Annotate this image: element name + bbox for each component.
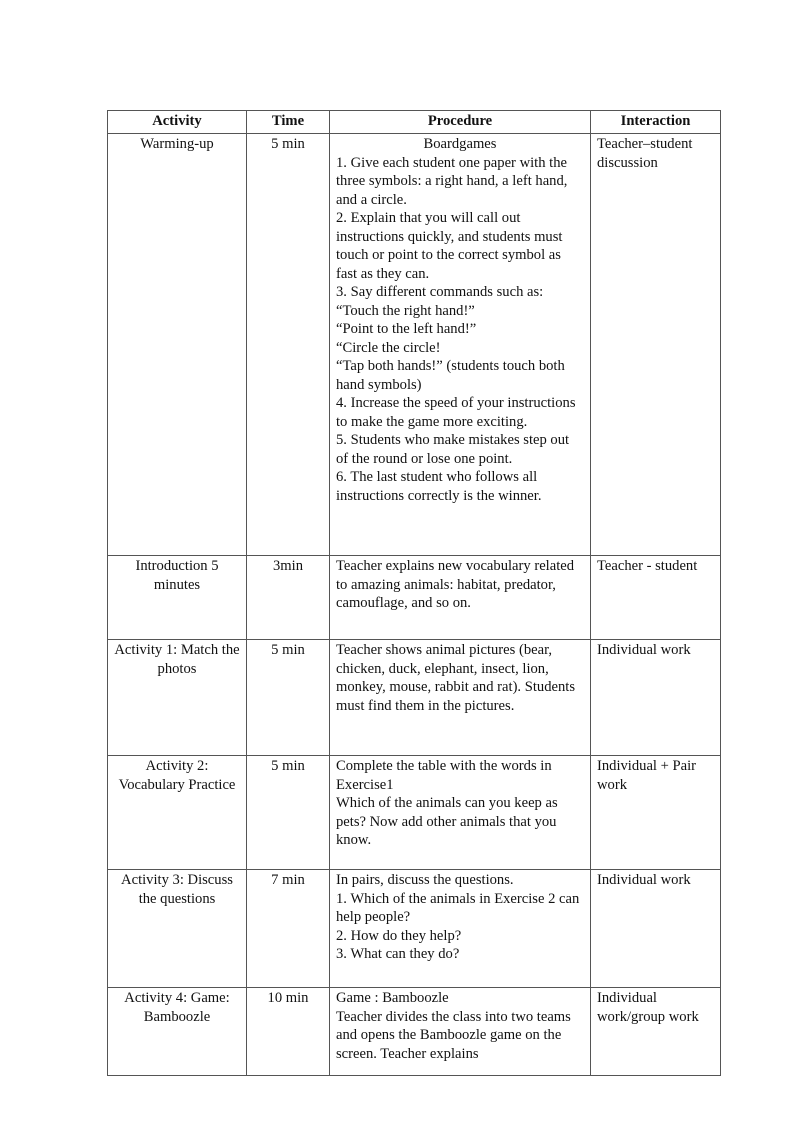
procedure-line: Teacher explains new vocabulary related to amazing animals: habitat, predator, camouflage, and so on. [336, 558, 575, 611]
procedure-line: “Point to the left hand!” [336, 321, 477, 337]
time-cell: 7 min [247, 870, 330, 988]
procedure-line: “Tap both hands!” (students touch both hand symbols) [336, 358, 565, 393]
procedure-line: Which of the animals can you keep as pets? Now add other animals that you know. [336, 795, 558, 848]
procedure-cell [330, 756, 591, 870]
table-row [108, 640, 721, 756]
table-row [108, 134, 721, 556]
procedure-line: Game : Bamboozle [336, 990, 449, 1006]
time-cell: 10 min [247, 988, 330, 1076]
activity-cell: Activity 1: Match the photos [108, 640, 247, 756]
procedure-cell [330, 556, 591, 640]
table-row [108, 870, 721, 988]
procedure-line: 3. Say different commands such as: [336, 284, 544, 300]
procedure-heading: Boardgames [423, 136, 497, 152]
procedure-line: 1. Which of the animals in Exercise 2 can help people? [336, 890, 580, 925]
activity-cell: Activity 4: Game: Bamboozle [108, 988, 247, 1076]
procedure-cell [330, 640, 591, 756]
interaction-cell: Teacher–student discussion [591, 134, 721, 556]
interaction-cell: Individual work/group work [591, 988, 721, 1076]
procedure-line: 2. Explain that you will call out instructions quickly, and students must touch or point to the correct symbol as fast as they can. [336, 210, 563, 282]
header-interaction: Interaction [591, 111, 721, 134]
header-time: Time [247, 111, 330, 134]
header-activity: Activity [108, 111, 247, 134]
table-header-row [108, 111, 721, 134]
procedure-line: In pairs, discuss the questions. [336, 872, 514, 888]
procedure-line: 6. The last student who follows all instructions correctly is the winner. [336, 469, 542, 504]
procedure-line: Teacher divides the class into two teams and opens the Bamboozle game on the screen. Teacher explains [336, 1008, 571, 1062]
interaction-cell: Individual + Pair work [591, 756, 721, 870]
activity-cell: Warming-up [108, 134, 247, 556]
table-row [108, 556, 721, 640]
time-cell: 3min [247, 556, 330, 640]
procedure-line: Complete the table with the words in Exercise1 [336, 758, 552, 793]
interaction-cell: Individual work [591, 640, 721, 756]
time-cell: 5 min [247, 134, 330, 556]
activity-cell: Activity 3: Discuss the questions [108, 870, 247, 988]
procedure-line: 5. Students who make mistakes step out of the round or lose one point. [336, 432, 570, 467]
procedure-cell [330, 134, 591, 556]
activity-cell: Activity 2: Vocabulary Practice [108, 756, 247, 870]
header-procedure: Procedure [330, 111, 591, 134]
procedure-line: 2. How do they help? [336, 927, 462, 944]
procedure-line: “Touch the right hand!” [336, 302, 475, 319]
table-row [108, 988, 721, 1076]
time-cell: 5 min [247, 756, 330, 870]
procedure-line: Teacher shows animal pictures (bear, chicken, duck, elephant, insect, lion, monkey, mouse, rabbit and rat). Students must find them in the pictures. [336, 642, 575, 714]
procedure-line: 1. Give each student one paper with the three symbols: a right hand, a left hand, and a circle. [336, 154, 568, 208]
interaction-cell: Teacher - student [591, 556, 721, 640]
time-cell: 5 min [247, 640, 330, 756]
procedure-line: “Circle the circle! [336, 339, 441, 356]
procedure-line: 3. What can they do? [336, 946, 460, 962]
procedure-cell [330, 870, 591, 988]
procedure-cell [330, 988, 591, 1076]
procedure-line: 4. Increase the speed of your instructions to make the game more exciting. [336, 395, 576, 430]
interaction-cell: Individual work [591, 870, 721, 988]
table-row [108, 756, 721, 870]
activity-cell: Introduction 5 minutes [108, 556, 247, 640]
lesson-plan-table [107, 110, 721, 1076]
